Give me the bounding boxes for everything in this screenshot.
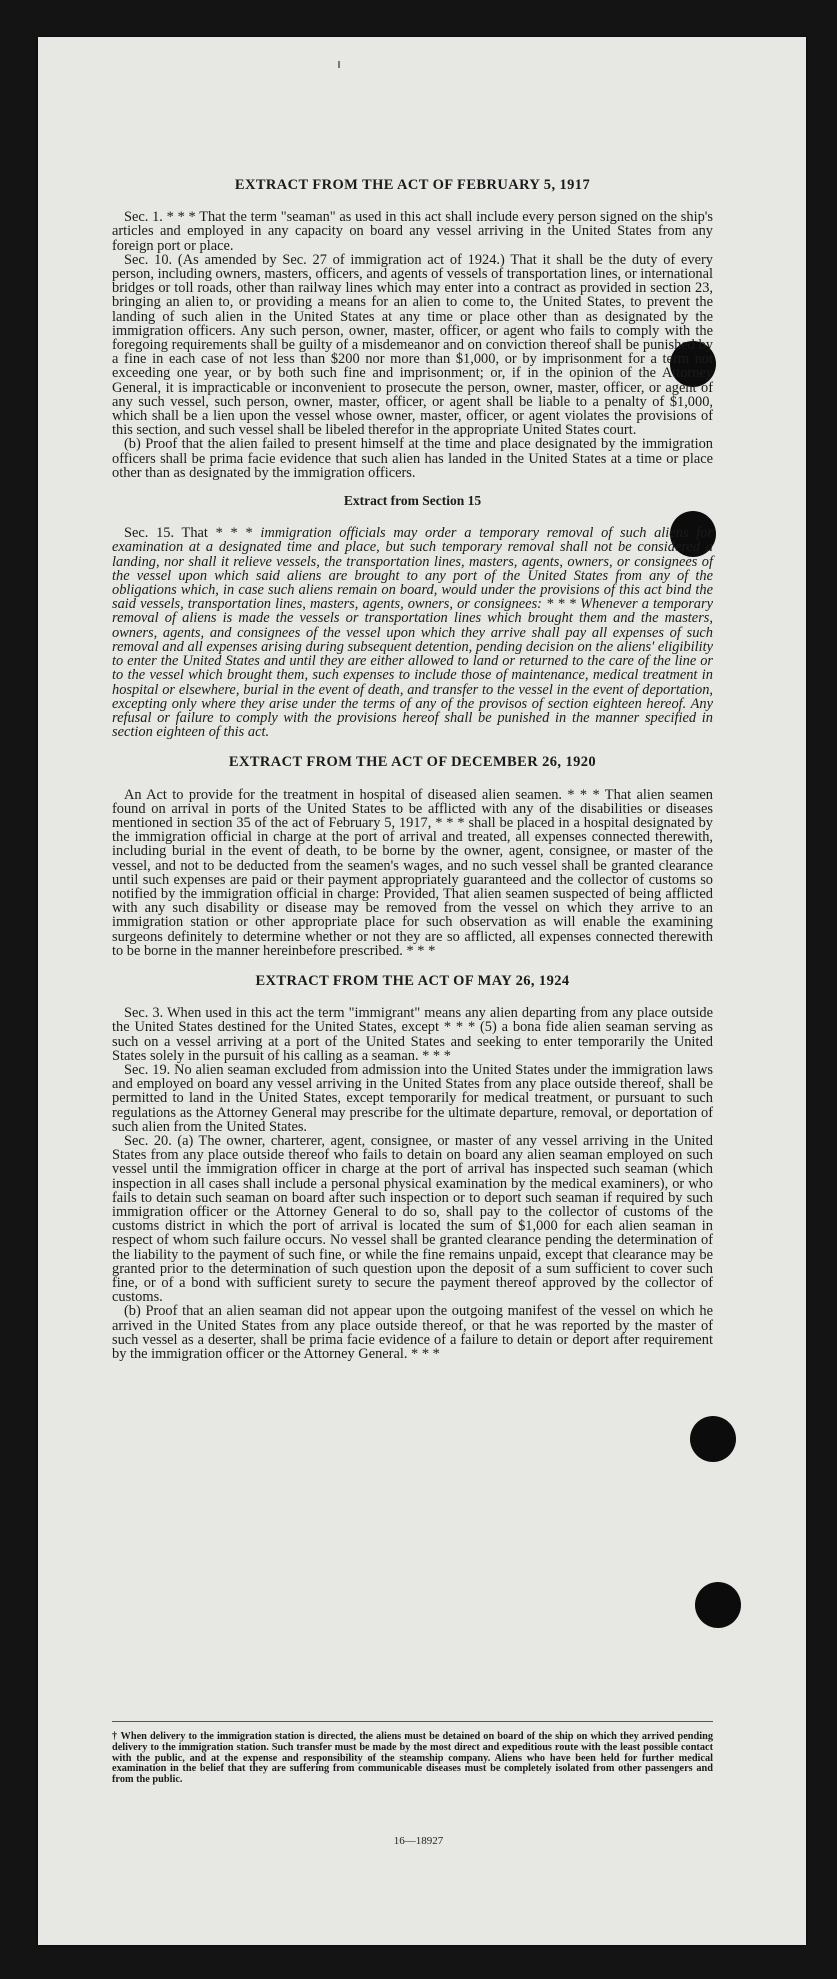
document-body xyxy=(112,178,713,1361)
punch-hole-4 xyxy=(695,1582,741,1628)
subheading-section-15: Extract from Section 15 xyxy=(343,493,482,509)
section-19-paragraph: Sec. 19. No alien seaman excluded from admission into the United States under the immigration laws and employed on board any vessel arriving in the United States from any place outside thereof, shall be permitted to land in the United States, except temporarily for medical treatment, or pursuant to such regulations as the Attorney General may prescribe for the ultimate departure, removal, or deportation of such alien from the United States. xyxy=(112,1061,713,1135)
punch-hole-3 xyxy=(690,1416,736,1462)
section-15-italic-text: immigration officials may order a temporary removal of such aliens for examination at a designated time and place, but such temporary removal shall not be considered a landing, nor shall it relieve vessels, the transportation lines, masters, agents, owners, or consignees of the vessel upon which said aliens are brought to any port of the United States from any of the obligations which, in case such aliens remain on board, would under the provisions of this act bind the said vessels, transportation lines, masters, agents, owners, or consignees: * * * Whenever a temporary removal of aliens is made the vessels or transportation lines which brought them and the masters, owners, agents, and consignees of the vessel upon which they arrive shall pay all expenses of such removal and all expenses arising during subsequent detention, pending decision on the aliens' eligibility to enter the United States and until they are either allowed to land or returned to the care of the line or to the vessel which brought them, such expenses to include those of maintenance, medical treatment in hospital or elsewhere, burial in the event of death, and transfer to the vessel in the event of deportation, excepting only where they arise under the terms of any of the provisos of section eighteen hereof. Any refusal or failure to comply with the provisions hereof shall be punished in the manner specified in section eighteen of this act. xyxy=(112,525,713,741)
section-20-b-paragraph: (b) Proof that an alien seaman did not appear upon the outgoing manifest of the vessel on which he arrived in the United States from any place outside thereof, or that he was reported by the master of such vessel as a deserter, shall be prima facie evidence of a failure to detain or deport after requirement by the immigration officer or the Attorney General. * * * xyxy=(112,1303,713,1363)
section-15-prefix: Sec. 15. That * * * xyxy=(124,525,261,542)
scan-mark xyxy=(338,61,340,68)
footnote: † When delivery to the immigration station is directed, the aliens must be detained on board of the ship on which they arrived pending delivery to the immigration station. Such transfer must be made by the most direct and expeditious route with the least possible contact with the public, and at the expense and responsibility of the steamship company. Aliens who have been held for further medical examination in the belief that they are suffering from communicable diseases must be completely isolated from other passengers and from the public. xyxy=(112,1721,713,1786)
heading-act-1917: EXTRACT FROM THE ACT OF FEBRUARY 5, 1917 xyxy=(234,177,591,193)
section-10-paragraph: Sec. 10. (As amended by Sec. 27 of immigration act of 1924.) That it shall be the duty of every person, including owners, masters, officers, and agents of vessels of transportation lines, or international bridges or toll roads, other than railway lines which may enter into a contract as provided in section 23, bringing an alien to, or providing a means for an alien to come to, the United States, to prevent the landing of such alien in the United States at any time or place other than as designated by the immigration officers. Any such person, owner, master, officer, or agent who fails to comply with the foregoing requirements shall be guilty of a misdemeanor and on conviction thereof shall be punished by a fine in each case of not less than $200 nor more than $1,000, or by imprisonment for a term not exceeding one year, or by both such fine and imprisonment; or, if in the opinion of the Attorney General, it is impracticable or inconvenient to prosecute the person, owner, master, officer, or agent of any such vessel, such person, owner, master, officer, or agent shall be liable to a penalty of $1,000, which shall be a lien upon the vessel whose owner, master, officer, or agent violates the provisions of this section, and such vessel shall be libeled therefor in the appropriate United States court. xyxy=(112,251,713,439)
section-10-b-paragraph: (b) Proof that the alien failed to present himself at the time and place designated by the immigration officers shall be prima facie evidence that such alien has landed in the United States at a time or place other than as designated by the immigration officers. xyxy=(112,436,713,481)
section-15-paragraph xyxy=(112,526,713,739)
section-1-paragraph: Sec. 1. * * * That the term "seaman" as used in this act shall include every person signed on the ship's articles and employed in any capacity on board any vessel arriving in the United States from any foreign port or place. xyxy=(112,209,713,254)
section-3-paragraph: Sec. 3. When used in this act the term "immigrant" means any alien departing from any place outside the United States destined for the United States, except * * * (5) a bona fide alien seaman serving as such on a vessel arriving at a port of the United States and seeking to enter temporarily the United States solely in the pursuit of his calling as a seaman. * * * xyxy=(112,1005,713,1064)
heading-act-1924: EXTRACT FROM THE ACT OF MAY 26, 1924 xyxy=(255,972,570,989)
form-number: 16—18927 xyxy=(393,1835,444,1847)
heading-act-1920: EXTRACT FROM THE ACT OF DECEMBER 26, 1920 xyxy=(228,754,597,771)
act-1920-paragraph: An Act to provide for the treatment in hospital of diseased alien seamen. * * * That alien seamen found on arrival in ports of the United States to be afflicted with any of the disabilities or diseases mentioned in section 35 of the act of February 5, 1917, * * * shall be placed in a hospital designated by the immigration official in charge at the port of arrival and treated, all expenses connected therewith, including burial in the event of death, to be borne by the owner, agent, consignee, or master of the vessel, and not to be deducted from the seamen's wages, and no such vessel shall be granted clearance until such expenses are paid or their payment appropriately guaranteed and the collector of customs so notified by the immigration official in charge: Provided, That alien seamen suspected of being afflicted with any such disability or disease may be removed from the vessel on which they arrive to an immigration station or other appropriate place for such observation as will enable the examining surgeons definitely to determine whether or not they are so afflicted, all expenses connected therewith to be borne in the manner hereinbefore prescribed. * * * xyxy=(112,786,713,959)
section-20-a-paragraph: Sec. 20. (a) The owner, charterer, agent, consignee, or master of any vessel arriving in the United States from any place outside thereof who fails to detain on board any alien seaman employed on such vessel until the immigration officer in charge at the port of arrival has inspected such seaman (which inspection in all cases shall include a personal physical examination by the medical examiners), or who fails to detain such seaman on board after such inspection or to deport such seaman if required by such immigration officer or the Attorney General to do so, shall pay to the collector of customs of the customs district in which the port of arrival is located the sum of $1,000 for each alien seaman in respect of whom such failure occurs. No vessel shall be granted clearance pending the determination of the liability to the payment of such fine, or while the fine remains unpaid, except that clearance may be granted prior to the determination of such question upon the deposit of a sum sufficient to cover such fine, or of a bond with sufficient surety to secure the payment thereof approved by the collector of customs. xyxy=(112,1132,713,1306)
